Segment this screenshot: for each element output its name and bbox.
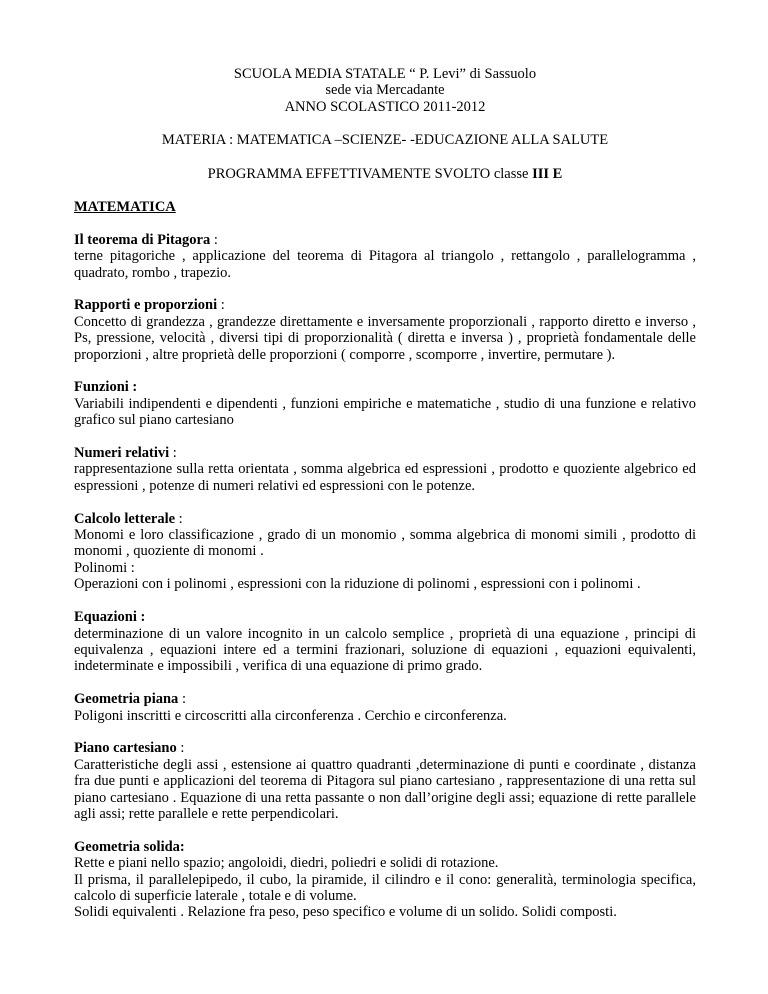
document-header <box>74 66 696 115</box>
section-paragraph: Caratteristiche degli assi , estensione ai quattro quadranti ,determinazione di punti e coordinate , distanza fra due punti e applicazioni del teorema di Pitagora sul piano cartesiano , rappresentazione di una retta sul piano cartesiano . Equazione di una retta passante o non dall’origine degli assi; equazione di rette parallele agli assi; rette parallele e rette perpendicolari. <box>74 756 696 822</box>
section-paragraph: Polinomi : <box>74 559 135 576</box>
program-class: III E <box>532 165 563 182</box>
program-label: PROGRAMMA EFFETTIVAMENTE SVOLTO classe <box>207 165 533 182</box>
section-paragraph: determinazione di un valore incognito in un calcolo semplice , proprietà di una equazione , principi di equivalenza , equazioni intere ed a termini frazionari, soluzione di equazioni , equazioni equivalenti, indeterminate e impossibili , verifica di una equazione di primo grado. <box>74 625 696 675</box>
section-title-suffix: : <box>169 445 177 462</box>
section-title: Calcolo letterale <box>74 510 176 527</box>
section <box>74 740 696 822</box>
section-title: Numeri relativi <box>74 445 170 462</box>
section-paragraph: Solidi equivalenti . Relazione fra peso, peso specifico e volume di un solido. Solidi composti. <box>74 904 617 921</box>
section-title: Piano cartesiano <box>74 740 177 757</box>
section <box>74 691 696 724</box>
program-line <box>74 166 696 182</box>
section-heading <box>74 445 696 461</box>
school-site: sede via Mercadante <box>325 82 445 99</box>
section-title: Equazioni : <box>74 609 146 626</box>
section-title-suffix: : <box>217 297 225 314</box>
subject-line: MATERIA : MATEMATICA –SCIENZE- -EDUCAZIONE ALLA SALUTE <box>161 132 609 149</box>
section <box>74 297 696 363</box>
section-heading <box>74 691 696 707</box>
section-paragraph: Poligoni inscritti e circoscritti alla circonferenza . Cerchio e circonferenza. <box>74 707 507 724</box>
section-paragraph: Rette e piani nello spazio; angoloidi, diedri, poliedri e solidi di rotazione. <box>74 855 499 872</box>
section <box>74 445 696 494</box>
section-paragraph: Concetto di grandezza , grandezze direttamente e inversamente proporzionali , rapporto diretto e inverso , Ps, pressione, velocità , diversi tipi di proporzionalità ( diretta e inversa ) , proprietà fondamentale delle proporzioni , altre proprietà delle proporzioni ( comporre , scomporre , invertire, permutare ). <box>74 313 696 363</box>
section <box>74 839 696 921</box>
main-heading: MATEMATICA <box>74 199 176 216</box>
section-title: Geometria solida: <box>74 838 185 855</box>
section-paragraph: Operazioni con i polinomi , espressioni con la riduzione di polinomi , espressioni con i polinomi . <box>74 576 641 593</box>
section-heading <box>74 839 696 855</box>
section-heading <box>74 379 696 395</box>
section-paragraph: Variabili indipendenti e dipendenti , funzioni empiriche e matematiche , studio di una funzione e relativo grafico sul piano cartesiano <box>74 395 696 429</box>
section-paragraph: terne pitagoriche , applicazione del teorema di Pitagora al triangolo , rettangolo , parallelogramma , quadrato, rombo , trapezio. <box>74 248 696 281</box>
section-heading <box>74 609 696 625</box>
school-year: ANNO SCOLASTICO 2011-2012 <box>284 98 486 115</box>
section <box>74 379 696 428</box>
section-paragraph: Il prisma, il parallelepipedo, il cubo, la piramide, il cilindro e il cono: generalità, terminologia specifica, calcolo di superficie laterale , totale e di volume. <box>74 871 696 904</box>
section-title-suffix: : <box>175 510 183 527</box>
section <box>74 511 696 593</box>
section-title: Funzioni : <box>74 379 138 396</box>
section-heading <box>74 740 696 756</box>
section-heading <box>74 511 696 527</box>
document-page <box>74 66 696 921</box>
sections-container <box>74 232 696 921</box>
section-title: Il teorema di Pitagora <box>74 231 211 248</box>
section-title-suffix: : <box>210 231 218 248</box>
section-title: Rapporti e proporzioni <box>74 297 218 314</box>
section-paragraph: rappresentazione sulla retta orientata , somma algebrica ed espressioni , prodotto e quoziente algebrico ed espressioni , potenze di numeri relativi ed espressioni con le potenze. <box>74 461 696 494</box>
section <box>74 232 696 281</box>
section-heading <box>74 232 696 248</box>
section <box>74 609 696 675</box>
section-heading <box>74 297 696 313</box>
section-title-suffix: : <box>178 691 186 708</box>
section-title: Geometria piana <box>74 691 179 708</box>
section-paragraph: Monomi e loro classificazione , grado di un monomio , somma algebrica di monomi simili , prodotto di monomi , quoziente di monomi . <box>74 527 696 560</box>
section-title-suffix: : <box>176 740 185 757</box>
school-name: SCUOLA MEDIA STATALE “ P. Levi” di Sassuolo <box>233 66 537 82</box>
